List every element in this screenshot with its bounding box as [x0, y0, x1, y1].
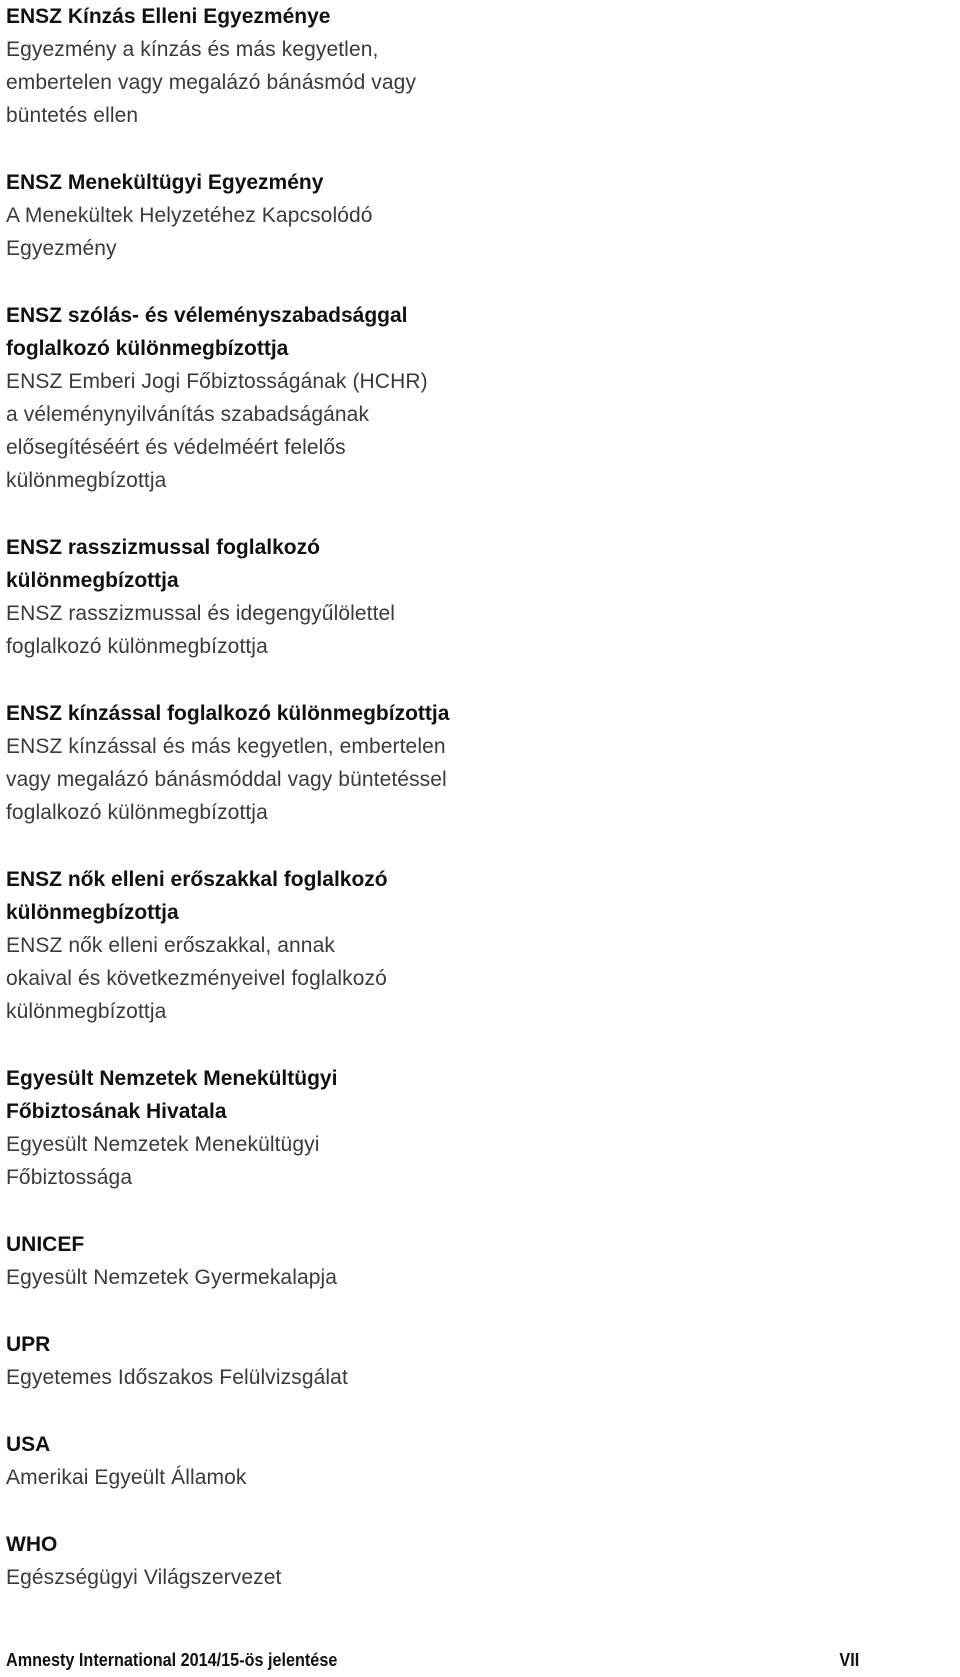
glossary-entry	[6, 299, 906, 497]
glossary-definition: Egyesült Nemzetek Gyermekalapja	[6, 1266, 338, 1289]
glossary-term: foglalkozó különmegbízottja	[6, 337, 289, 360]
glossary-definition: ENSZ kínzással és más kegyetlen, embertelen	[6, 735, 446, 758]
glossary-term: ENSZ kínzással foglalkozó különmegbízottja	[6, 702, 450, 725]
glossary-entry	[6, 863, 906, 1028]
glossary-definition: vagy megalázó bánásmóddal vagy büntetéssel	[6, 768, 447, 791]
glossary-definition: Egyezmény a kínzás és más kegyetlen,	[6, 38, 379, 61]
glossary-term: ENSZ Menekültügyi Egyezmény	[6, 171, 324, 194]
glossary-term: ENSZ nők elleni erőszakkal foglalkozó	[6, 868, 388, 891]
glossary-definition: különmegbízottja	[6, 1000, 167, 1023]
page-number: VII	[839, 1649, 860, 1670]
glossary-definition: A Menekültek Helyzetéhez Kapcsolódó	[6, 204, 373, 227]
glossary-definition: Egyetemes Időszakos Felülvizsgálat	[6, 1366, 348, 1389]
glossary-definition: elősegítéséért és védelméért felelős	[6, 436, 346, 459]
glossary-definition: a véleménynyilvánítás szabadságának	[6, 403, 370, 426]
publication-title: Amnesty International 2014/15-ös jelentése	[6, 1649, 338, 1670]
glossary-term: ENSZ szólás- és véleményszabadsággal	[6, 304, 408, 327]
glossary-term: ENSZ rasszizmussal foglalkozó	[6, 536, 320, 559]
page-footer	[6, 1648, 859, 1672]
glossary-term: Egyesült Nemzetek Menekültügyi	[6, 1067, 338, 1090]
glossary-definition: különmegbízottja	[6, 469, 167, 492]
glossary-entry	[6, 1328, 906, 1394]
glossary-entry	[6, 1228, 906, 1294]
glossary-definition: Főbiztossága	[6, 1166, 133, 1189]
glossary-entry	[6, 166, 906, 265]
glossary-term: ENSZ Kínzás Elleni Egyezménye	[6, 5, 331, 28]
glossary-definition: embertelen vagy megalázó bánásmód vagy	[6, 71, 417, 94]
glossary-term: UPR	[6, 1333, 51, 1356]
glossary-entry	[6, 1528, 906, 1594]
glossary-term: különmegbízottja	[6, 569, 179, 592]
glossary-term: különmegbízottja	[6, 901, 179, 924]
glossary-entry	[6, 1428, 906, 1494]
glossary-entry	[6, 531, 906, 663]
glossary-term: WHO	[6, 1533, 58, 1556]
glossary-definition: ENSZ Emberi Jogi Főbiztosságának (HCHR)	[6, 370, 428, 393]
glossary-term: UNICEF	[6, 1233, 85, 1256]
glossary-term: Főbiztosának Hivatala	[6, 1100, 227, 1123]
glossary-term: USA	[6, 1433, 51, 1456]
glossary-definition: Egészségügyi Világszervezet	[6, 1566, 282, 1589]
glossary-definition: ENSZ rasszizmussal és idegengyűlölettel	[6, 602, 396, 625]
glossary-definition: Egyezmény	[6, 237, 117, 260]
glossary-definition: büntetés ellen	[6, 104, 139, 127]
glossary-definition: okaival és következményeivel foglalkozó	[6, 967, 387, 990]
glossary-definition: foglalkozó különmegbízottja	[6, 635, 268, 658]
glossary-definition: foglalkozó különmegbízottja	[6, 801, 268, 824]
glossary-entry	[6, 697, 906, 829]
glossary-entry	[6, 1062, 906, 1194]
glossary-definition: Egyesült Nemzetek Menekültügyi	[6, 1133, 320, 1156]
glossary-entry	[6, 0, 906, 132]
glossary-list	[6, 0, 906, 1628]
glossary-definition: Amerikai Egyeült Államok	[6, 1466, 247, 1489]
glossary-definition: ENSZ nők elleni erőszakkal, annak	[6, 934, 335, 957]
